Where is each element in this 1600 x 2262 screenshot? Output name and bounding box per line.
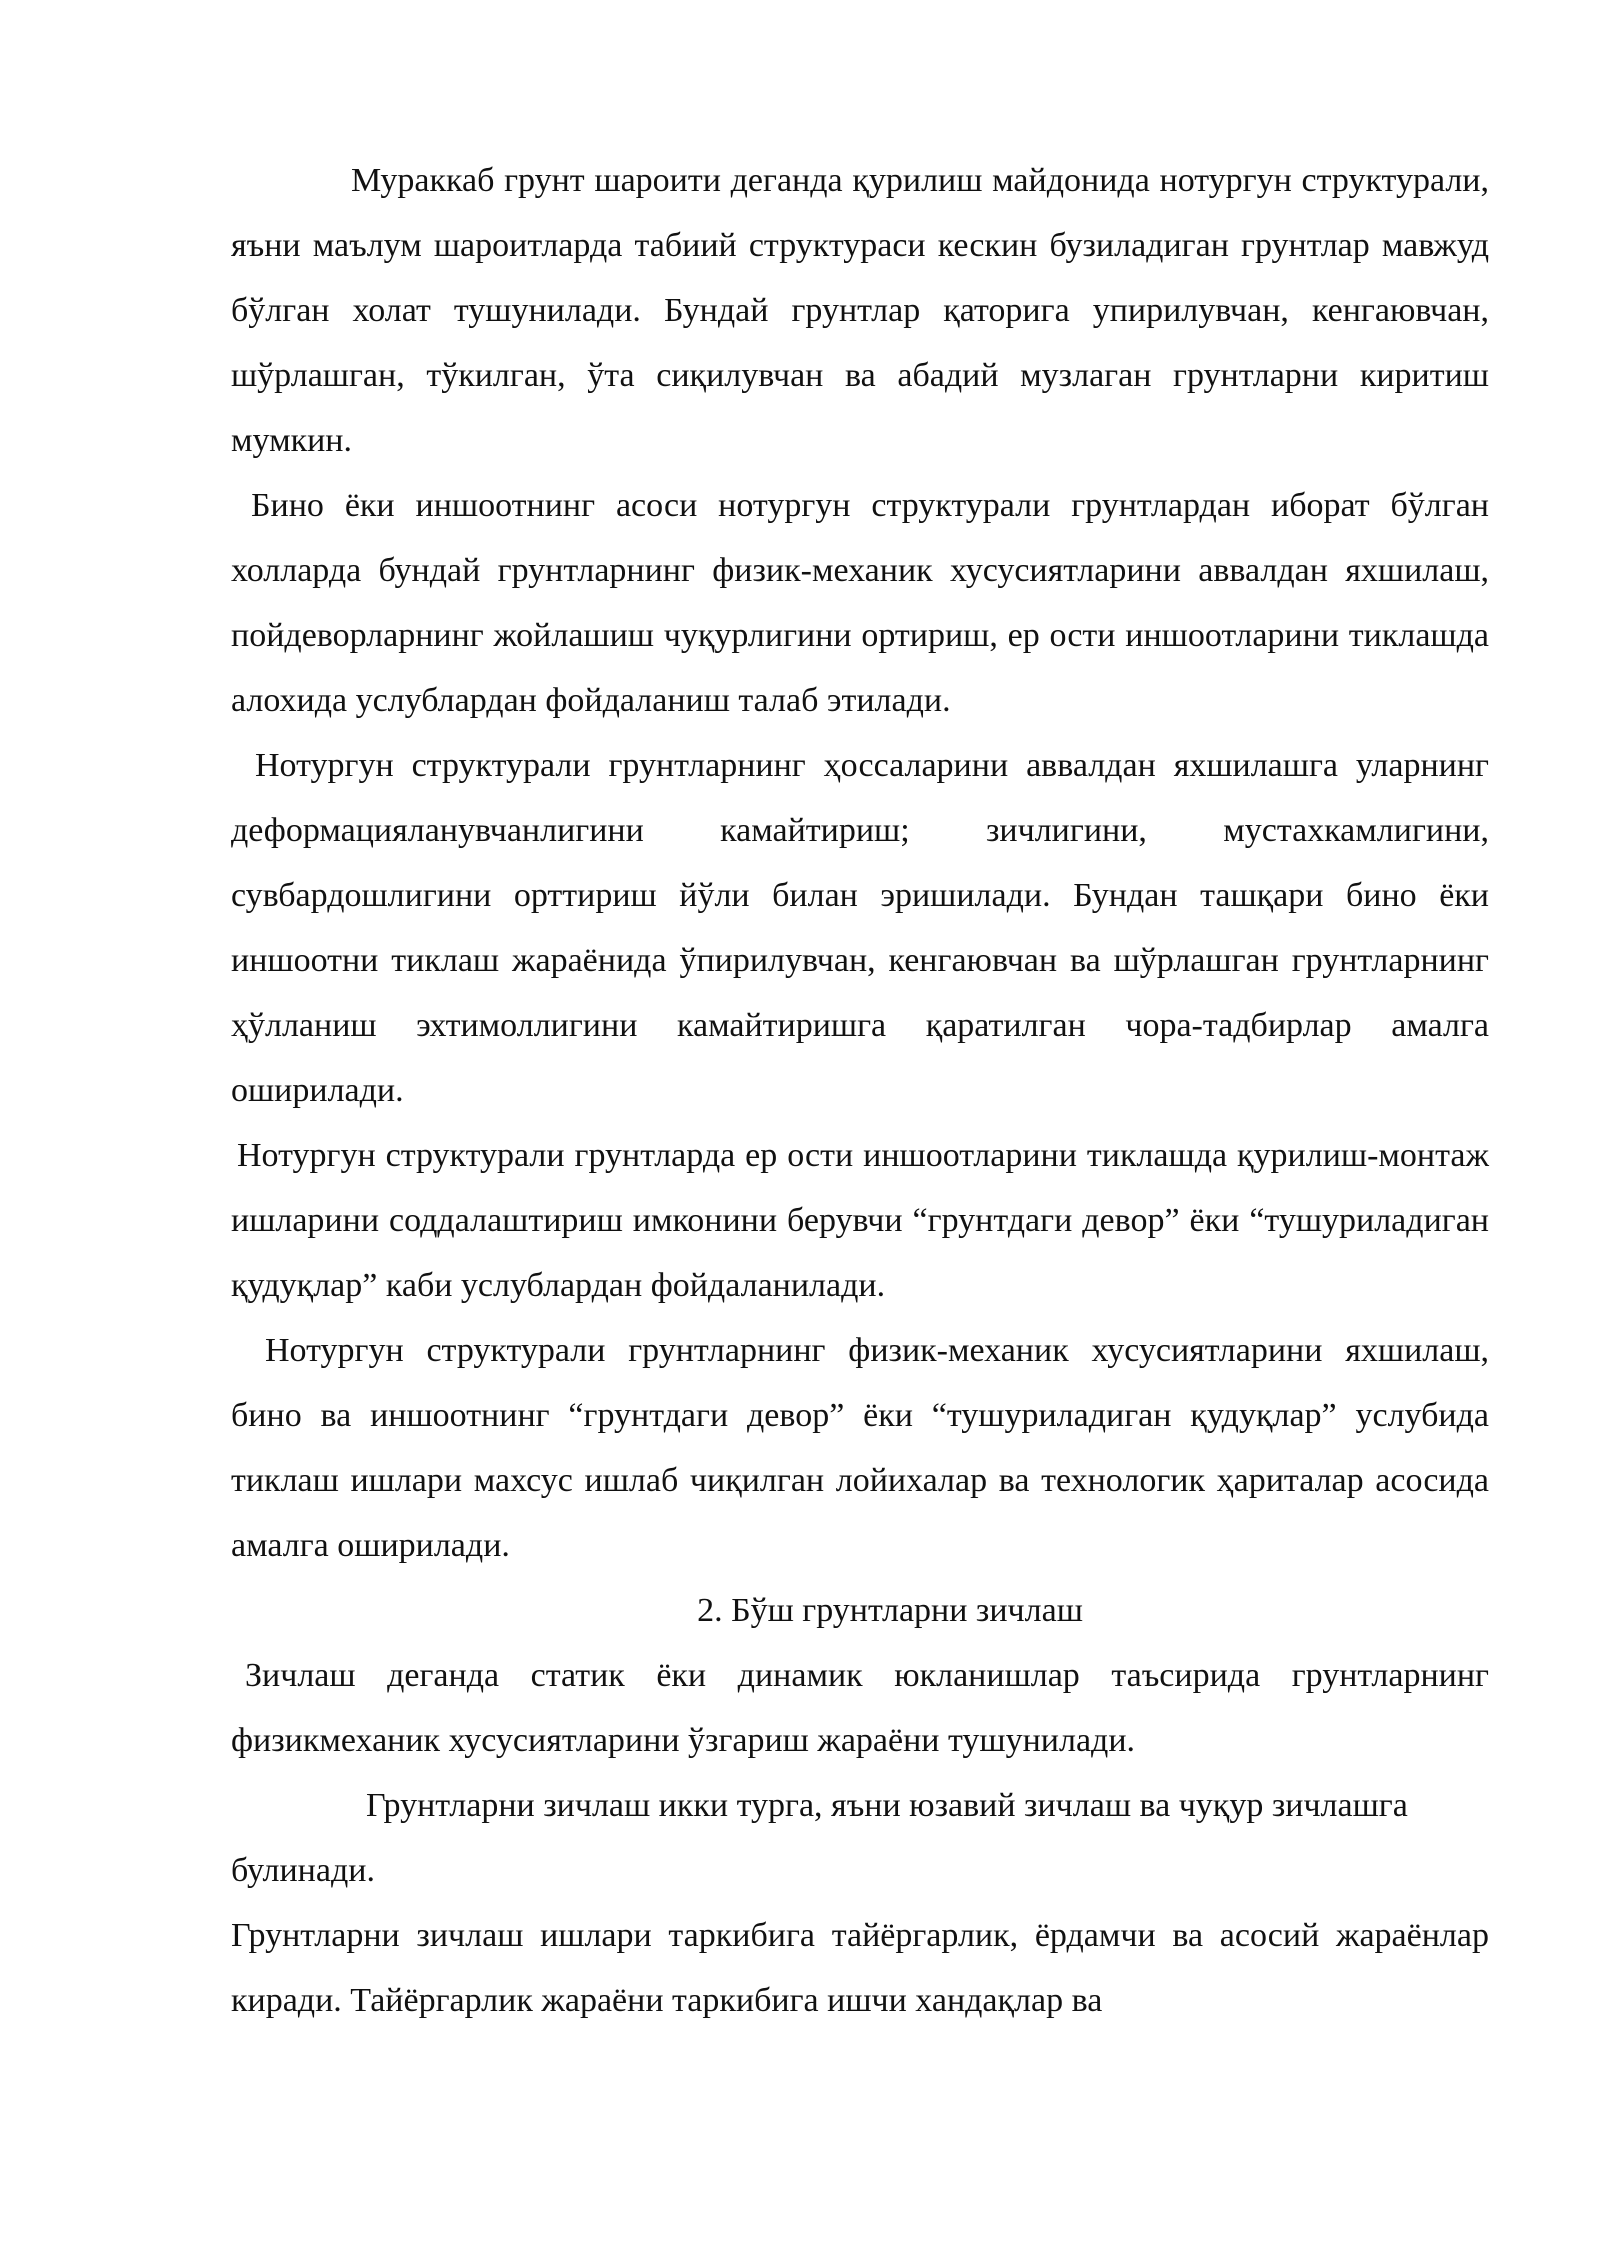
paragraph-compaction-definition: Зичлаш деганда статик ёки динамик юкланишлар таъсирида грунтларнинг физикмеханик хусусиятларини ўзгариш жараёни тушунилади. [231, 1657, 1489, 1759]
paragraph-underground-structures: Нотургун структурали грунтларда ер ости иншоотларини тиклашда қурилиш-монтаж ишларини соддалаштириш имконини берувчи “грунтдаги девор” ёки “тушуриладиган қудуқлар” каби услублардан фойдаланилади. [231, 1137, 1489, 1304]
paragraph-unstable-foundations: Бино ёки иншоотнинг асоси нотургун структурали грунтлардан иборат бўлган холларда бундай грунтларнинг физик-механик хусусиятларини аввалдан яхшилаш, пойдеворларнинг жойлашиш чуқурлигини ортириш, ер ости иншоотларини тиклашда алохида услублардан фойдаланиш талаб этилади. [231, 487, 1489, 719]
paragraph-improving-soil-properties: Нотургун структурали грунтларнинг ҳоссаларини аввалдан яхшилашга уларнинг деформацияланувчанлигини камайтириш; зичлигини, мустахкамлигини, сувбардошлигини орттириш йўли билан эришилади. Бундан ташқари бино ёки иншоотни тиклаш жараёнида ўпирилувчан, кенгаювчан ва шўрлашган грунтларнинг ҳўлланиш эхтимоллигини камайтиришга қаратилган чора-тадбирлар амалга оширилади. [231, 747, 1489, 1109]
paragraph-technological-maps: Нотургун структурали грунтларнинг физик-механик хусусиятларини яхшилаш, бино ва иншоотнинг “грунтдаги девор” ёки “тушуриладиган қудуқлар” услубида тиклаш ишлари махсус ишлаб чиқилган лойихалар ва технологик ҳариталар асосида амалга оширилади. [231, 1332, 1489, 1564]
paragraph-compaction-types: Грунтларни зичлаш икки турга, яъни юзавий зичлаш ва чуқур зичлашга булинади. [231, 1787, 1408, 1889]
section-heading: 2. Бўш грунтларни зичлаш [697, 1592, 1083, 1629]
document-body [231, 148, 1489, 2033]
paragraph-compaction-processes: Грунтларни зичлаш ишлари таркибига тайёргарлик, ёрдамчи ва асосий жараёнлар киради. Тайёргарлик жараёни таркибига ишчи хандақлар ва [231, 1917, 1489, 2019]
paragraph-complex-soil-conditions: Мураккаб грунт шароити деганда қурилиш майдонида нотургун структурали, яъни маълум шароитларда табиий структураси кескин бузиладиган грунтлар мавжуд бўлган холат тушунилади. Бундай грунтлар қаторига упирилувчан, кенгаювчан, шўрлашган, тўкилган, ўта сиқилувчан ва абадий музлаган грунтларни киритиш мумкин. [231, 162, 1489, 459]
